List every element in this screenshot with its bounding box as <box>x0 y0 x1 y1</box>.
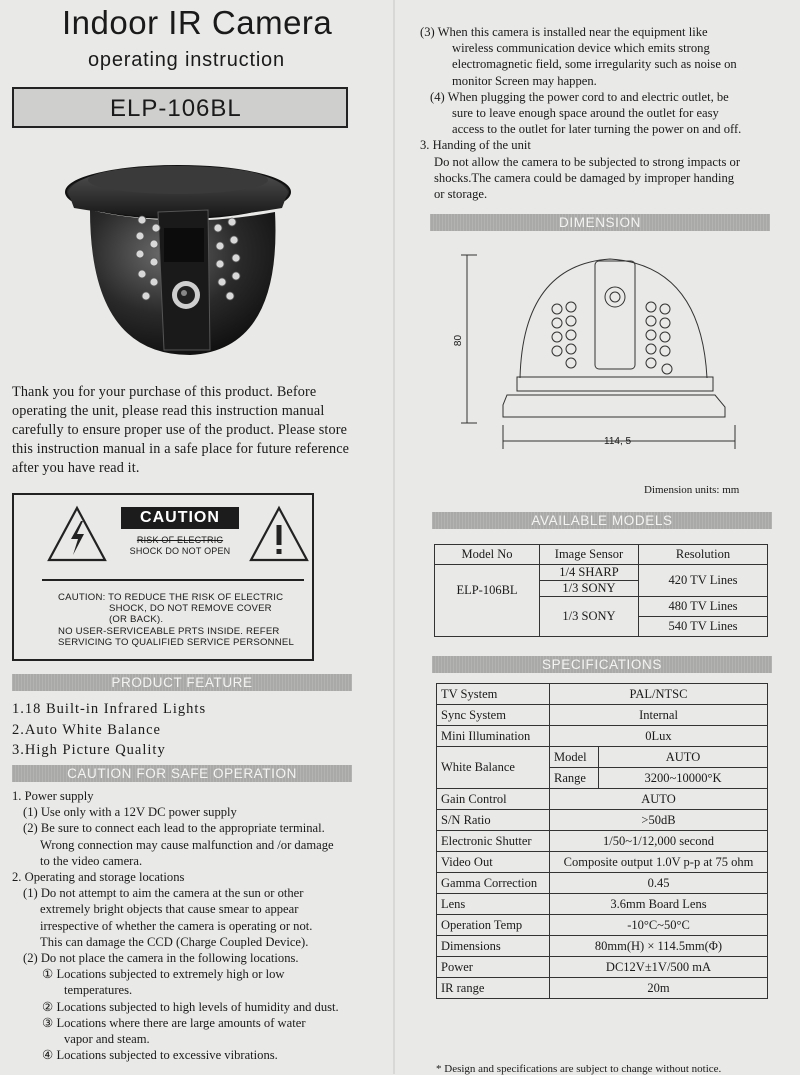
width-label: 114, 5 <box>604 436 632 447</box>
spec-label: S/N Ratio <box>437 810 550 831</box>
text-line: or storage. <box>434 187 488 202</box>
caution-divider <box>42 579 304 581</box>
spec-value: 80mm(H) × 114.5mm(Φ) <box>550 936 768 957</box>
risk-text <box>121 535 239 557</box>
sensor-cell: 1/3 SONY <box>540 597 639 637</box>
resolution-cell: 480 TV Lines <box>639 597 768 617</box>
spec-value: DC12V±1V/500 mA <box>550 957 768 978</box>
text-line: (1) Use only with a 12V DC power supply <box>23 805 237 820</box>
table-row <box>437 705 768 726</box>
table-row <box>437 831 768 852</box>
text-line: (3) When this camera is installed near the equipment like <box>420 25 708 39</box>
spec-label: IR range <box>437 978 550 999</box>
spec-label: Power <box>437 957 550 978</box>
spec-value: 3200~10000°K <box>599 768 768 789</box>
caution-text <box>14 592 312 648</box>
caution-line-3: (OR BACK). <box>109 614 164 626</box>
available-models-heading: AVAILABLE MODELS <box>432 512 772 529</box>
models-table <box>434 544 768 637</box>
model-banner <box>12 87 348 128</box>
safe-operation-text <box>12 788 372 1063</box>
spec-value: PAL/NTSC <box>550 684 768 705</box>
spec-label: TV System <box>437 684 550 705</box>
spec-sublabel: Model <box>550 747 599 768</box>
spec-value: >50dB <box>550 810 768 831</box>
spec-value: 1/50~1/12,000 second <box>550 831 768 852</box>
table-row <box>437 789 768 810</box>
spec-label: Gamma Correction <box>437 873 550 894</box>
height-label: 80 <box>453 334 465 347</box>
spec-label: Sync System <box>437 705 550 726</box>
page-fold <box>393 0 395 1074</box>
caution-label: CAUTION <box>121 507 239 529</box>
text-line: access to the outlet for later turning the power on and off. <box>452 122 742 137</box>
text-line: monitor Screen may happen. <box>452 73 597 88</box>
risk-line-2: SHOCK DO NOT OPEN <box>129 546 231 556</box>
spec-label: Operation Temp <box>437 915 550 936</box>
model-number: ELP-106BL <box>110 95 242 122</box>
text-line: electromagnetic field, some irregularity such as noise on <box>452 57 737 72</box>
dimension-drawing <box>445 245 765 460</box>
text-line: temperatures. <box>64 983 133 998</box>
text-line: ② Locations subjected to high levels of humidity and dust. <box>42 999 339 1014</box>
text-line: to the video camera. <box>40 853 143 868</box>
product-feature-list <box>12 699 206 761</box>
electric-shock-warning-icon <box>46 505 108 563</box>
table-row <box>437 810 768 831</box>
text-line: (4) When plugging the power cord to and electric outlet, be <box>430 89 729 104</box>
text-line: 1. Power supply <box>12 789 94 803</box>
spec-value: Composite output 1.0V p-p at 75 ohm <box>550 852 768 873</box>
model-no-cell: ELP-106BL <box>435 565 540 617</box>
table-row <box>437 726 768 747</box>
caution-line-4: NO USER-SERVICEABLE PRTS INSIDE. REFER <box>58 625 280 637</box>
table-row <box>437 873 768 894</box>
caution-line-1: CAUTION: TO REDUCE THE RISK OF ELECTRIC <box>58 592 284 603</box>
table-row <box>435 565 768 581</box>
table-row <box>435 545 768 565</box>
table-header: Resolution <box>639 545 768 565</box>
text-line: shocks.The camera could be damaged by improper handing <box>434 170 735 185</box>
spec-label: Mini Illumination <box>437 726 550 747</box>
spec-value: 20m <box>550 978 768 999</box>
spec-value: 0Lux <box>550 726 768 747</box>
spec-label: Lens <box>437 894 550 915</box>
table-row <box>437 957 768 978</box>
caution-line-2: SHOCK, DO NOT REMOVE COVER <box>109 603 272 615</box>
document-subtitle: operating instruction <box>88 49 285 71</box>
spec-label: Electronic Shutter <box>437 831 550 852</box>
specifications-heading: SPECIFICATIONS <box>432 656 772 673</box>
right-intro-text <box>420 24 795 202</box>
safe-operation-heading: CAUTION FOR SAFE OPERATION <box>12 765 352 782</box>
footnote: * Design and specifications are subject to change without notice. <box>436 1063 722 1075</box>
table-row <box>437 684 768 705</box>
resolution-cell: 540 TV Lines <box>639 617 768 637</box>
spec-label: Video Out <box>437 852 550 873</box>
text-line: 2. Operating and storage locations <box>12 870 185 885</box>
dimension-units: Dimension units: mm <box>644 484 740 496</box>
text-line: Do not allow the camera to be subjected to strong impacts or <box>434 154 741 169</box>
intro-paragraph: Thank you for your purchase of this product. Before operating the unit, please read this instruction manual carefully to ensure proper use of the product. Please store this instruction manual in a safe place for future reference after you have read it. <box>12 384 350 476</box>
specifications-table <box>436 683 768 999</box>
table-header: Model No <box>435 545 540 565</box>
text-line: (2) Do not place the camera in the following locations. <box>23 951 299 966</box>
spec-value: -10°C~50°C <box>550 915 768 936</box>
text-line: extremely bright objects that cause smear to appear <box>40 902 299 917</box>
spec-label: White Balance <box>437 747 550 789</box>
spec-sublabel: Range <box>550 768 599 789</box>
document-title: Indoor IR Camera <box>62 4 333 41</box>
text-line: ④ Locations subjected to excessive vibrations. <box>42 1048 278 1063</box>
risk-line-1: RISK OF ELECTRIC <box>136 535 224 545</box>
spec-value: 3.6mm Board Lens <box>550 894 768 915</box>
sensor-cell: 1/3 SONY <box>540 581 639 597</box>
table-row <box>437 747 768 768</box>
text-line: irrespective of whether the camera is operating or not. <box>40 918 313 933</box>
table-row <box>437 894 768 915</box>
empty-cell <box>435 617 540 637</box>
text-line: (1) Do not attempt to aim the camera at the sun or other <box>23 886 304 901</box>
text-line: ① Locations subjected to extremely high or low <box>42 967 285 982</box>
table-header: Image Sensor <box>540 545 639 565</box>
spec-value: Internal <box>550 705 768 726</box>
text-line: vapor and steam. <box>64 1032 150 1047</box>
text-line: ③ Locations where there are large amounts of water <box>42 1015 306 1030</box>
text-line: Wrong connection may cause malfunction and /or damage <box>40 837 334 852</box>
spec-value: 0.45 <box>550 873 768 894</box>
spec-value: AUTO <box>599 747 768 768</box>
product-feature-heading: PRODUCT FEATURE <box>12 674 352 691</box>
text-line: 3. Handing of the unit <box>420 138 531 153</box>
text-line: (2) Be sure to connect each lead to the appropriate terminal. <box>23 821 325 836</box>
exclamation-warning-icon <box>248 505 310 563</box>
table-row <box>437 852 768 873</box>
feature-item: 1.18 Built-in Infrared Lights <box>12 701 207 717</box>
spec-label: Gain Control <box>437 789 550 810</box>
text-line: sure to leave enough space around the outlet for easy <box>452 106 719 121</box>
sensor-cell: 1/4 SHARP <box>540 565 639 581</box>
text-line: wireless communication device which emits strong <box>452 41 710 56</box>
camera-photo <box>60 150 300 365</box>
resolution-cell: 420 TV Lines <box>639 565 768 597</box>
spec-label: Dimensions <box>437 936 550 957</box>
feature-item: 2.Auto White Balance <box>12 721 161 738</box>
text-line: This can damage the CCD (Charge Coupled Device). <box>40 934 309 949</box>
caution-box <box>12 493 314 661</box>
table-row <box>437 978 768 999</box>
table-row <box>437 936 768 957</box>
table-row <box>437 915 768 936</box>
spec-value: AUTO <box>550 789 768 810</box>
caution-line-5: SERVICING TO QUALIFIED SERVICE PERSONNEL <box>58 636 295 648</box>
feature-item: 3.High Picture Quality <box>12 742 166 758</box>
dimension-heading: DIMENSION <box>430 214 770 231</box>
